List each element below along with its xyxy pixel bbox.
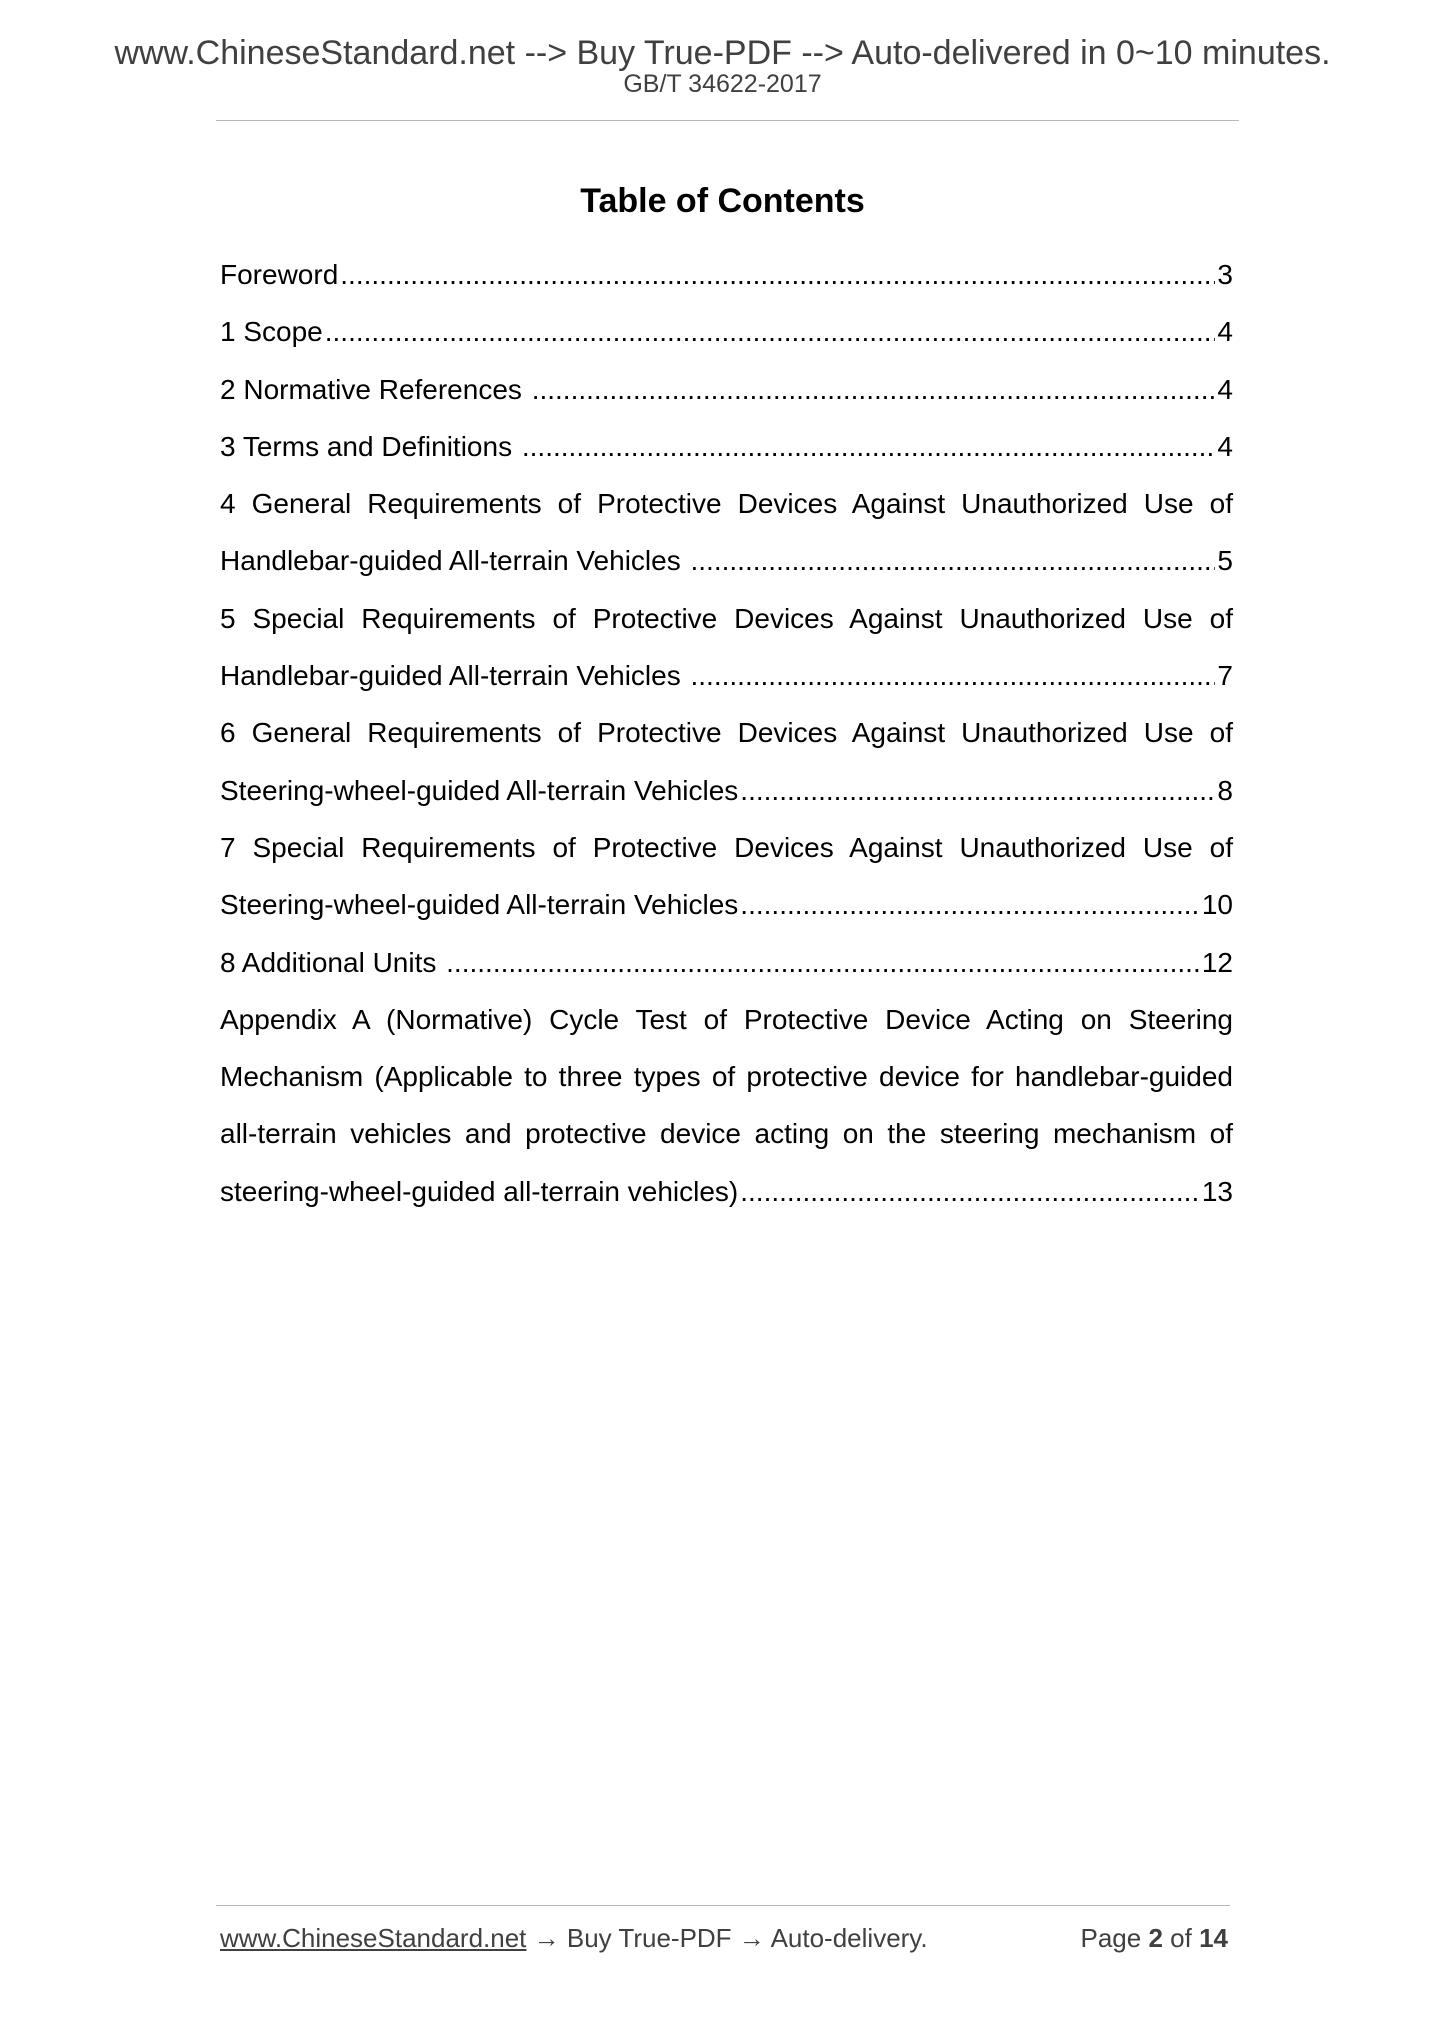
toc-entry[interactable] [220, 303, 1233, 360]
toc-title: Table of Contents [580, 182, 865, 220]
toc-entry-line [220, 246, 1233, 303]
toc-dot-leader [740, 762, 1215, 819]
toc-entry-page-number: 8 [1217, 774, 1233, 806]
toc-entry-line [220, 876, 1233, 933]
page-label: Page [1080, 1923, 1142, 1953]
toc-list [220, 246, 1233, 1220]
toc-entry-line [220, 934, 1233, 991]
page-of-label: of [1170, 1923, 1192, 1953]
toc-entry-title: Handlebar-guided All-terrain Vehicles [220, 545, 689, 577]
toc-entry[interactable] [220, 475, 1233, 590]
toc-dot-leader [340, 246, 1215, 303]
toc-entry-title: 1 Scope [220, 316, 323, 348]
toc-entry[interactable] [220, 819, 1233, 934]
toc-entry-page-number: 13 [1201, 1175, 1233, 1207]
toc-entry[interactable] [220, 361, 1233, 418]
toc-entry-line [220, 532, 1233, 589]
toc-entry-title: Steering-wheel-guided All-terrain Vehicles [220, 774, 739, 806]
toc-dot-leader [522, 418, 1216, 475]
toc-dot-leader [325, 303, 1216, 360]
footer-divider [216, 1905, 1230, 1906]
toc-entry-line [220, 303, 1233, 360]
toc-dot-leader [691, 647, 1216, 704]
toc-entry-title: 2 Normative References [220, 373, 530, 405]
toc-entry-page-number: 3 [1217, 259, 1233, 290]
toc-entry-title: 8 Additional Units [220, 946, 445, 978]
toc-entry-lead-text: 5 Special Requirements of Protective Devices Against Unauthorized Use of [220, 602, 1233, 634]
toc-entry-page-number: 4 [1217, 316, 1233, 348]
toc-entry-title: Handlebar-guided All-terrain Vehicles [220, 660, 689, 692]
header-divider [216, 120, 1239, 121]
toc-entry[interactable] [220, 934, 1233, 991]
toc-entry-page-number: 4 [1217, 373, 1233, 405]
footer-left [220, 1922, 928, 1956]
toc-dot-leader [740, 876, 1200, 933]
toc-entry-title: steering-wheel-guided all-terrain vehicles) [220, 1175, 739, 1207]
toc-entry[interactable] [220, 704, 1233, 819]
toc-entry-title: 3 Terms and Definitions [220, 430, 520, 462]
toc-entry[interactable] [220, 246, 1233, 303]
toc-entry[interactable] [220, 991, 1233, 1220]
toc-entry-page-number: 4 [1217, 430, 1233, 462]
toc-entry-lead-text: 4 General Requirements of Protective Devices Against Unauthorized Use of [220, 488, 1233, 520]
toc-entry[interactable] [220, 590, 1233, 705]
footer-site-link[interactable]: www.ChineseStandard.net [220, 1923, 527, 1953]
toc-entry[interactable] [220, 418, 1233, 475]
site-banner: www.ChineseStandard.net --> Buy True-PDF --> Auto-delivered in 0~10 minutes. [114, 34, 1331, 72]
toc-dot-leader [446, 934, 1200, 991]
toc-entry-line [220, 1163, 1233, 1220]
page-number [1080, 1922, 1228, 1956]
toc-entry-line [220, 647, 1233, 704]
toc-entry-title: Foreword [220, 259, 339, 290]
page-total: 14 [1199, 1923, 1228, 1953]
toc-entry-lead-text: 6 General Requirements of Protective Devices Against Unauthorized Use of [220, 717, 1233, 749]
toc-entry-title: Steering-wheel-guided All-terrain Vehicles [220, 889, 739, 921]
document-code: GB/T 34622-2017 [623, 70, 822, 98]
toc-entry-page-number: 7 [1217, 660, 1233, 692]
toc-entry-page-number: 12 [1201, 946, 1233, 978]
toc-dot-leader [740, 1163, 1200, 1220]
toc-entry-line [220, 762, 1233, 819]
toc-dot-leader [532, 361, 1216, 418]
toc-entry-line [220, 361, 1233, 418]
toc-entry-page-number: 5 [1217, 545, 1233, 577]
page-current: 2 [1148, 1923, 1163, 1953]
toc-entry-line [220, 418, 1233, 475]
toc-dot-leader [691, 532, 1216, 589]
toc-entry-lead-text: 7 Special Requirements of Protective Devices Against Unauthorized Use of [220, 831, 1233, 863]
footer-promo-text: → Buy True-PDF → Auto-delivery. [526, 1923, 928, 1953]
toc-entry-lead-text: Appendix A (Normative) Cycle Test of Protective Device Acting on Steering Mechanism (Applicable to three types of protective device for handlebar-guided all-terrain vehicles and protective device acting on the steering mechanism of [220, 1003, 1233, 1150]
toc-entry-page-number: 10 [1201, 889, 1233, 921]
